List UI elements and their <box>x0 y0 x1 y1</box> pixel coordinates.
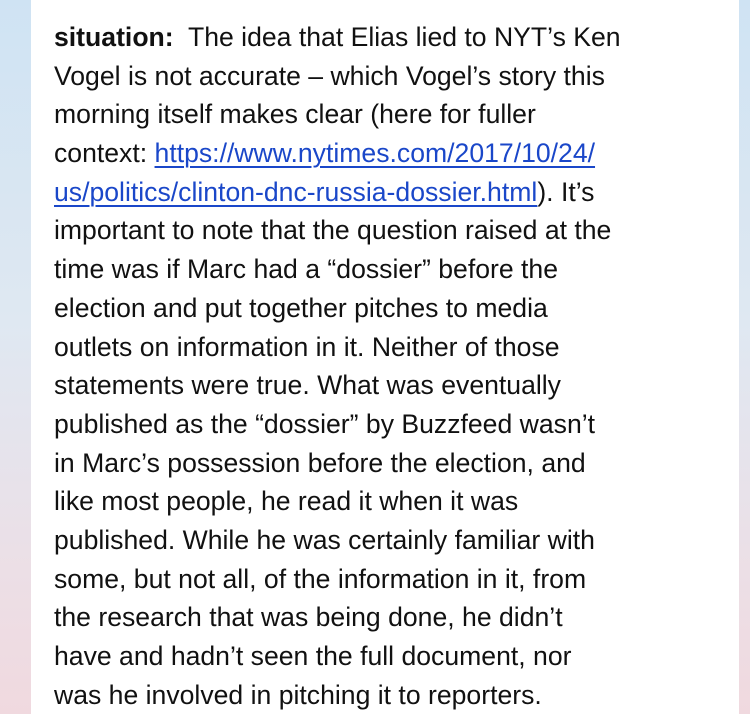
text-line-14: published. While he was certainly familiar with <box>54 524 595 555</box>
nytimes-article-link-part-2[interactable]: us/politics/clinton-dnc-russia-dossier.html <box>54 176 538 207</box>
text-line-10: statements were true. What was eventually <box>54 370 561 401</box>
document-body <box>54 0 714 714</box>
text-line-3: morning itself makes clear (here for fuller <box>54 99 536 130</box>
text-line-1: situation: The idea that Elias lied to NYT’s Ken <box>54 22 621 52</box>
text-line-8: election and put together pitches to media <box>54 292 548 323</box>
text-line-12: in Marc’s possession before the election, and <box>54 447 586 478</box>
text-line-4: context: https://www.nytimes.com/2017/10/24/ <box>54 138 596 169</box>
text-line-5: us/politics/clinton-dnc-russia-dossier.html). It’s <box>54 176 595 207</box>
text-line-7: time was if Marc had a “dossier” before the <box>54 254 559 285</box>
lead-word: situation: <box>54 22 174 52</box>
text-line-11: published as the “dossier” by Buzzfeed wasn’t <box>54 408 596 439</box>
text-line-6: important to note that the question raised at the <box>54 215 612 246</box>
text-line-18: was he involved in pitching it to reporters. <box>54 679 542 710</box>
text-line-13: like most people, he read it when it was <box>54 486 519 517</box>
text-line-17: have and hadn’t seen the full document, nor <box>54 641 572 671</box>
text-line-16: the research that was being done, he didn’t <box>54 602 563 633</box>
text-line-9: outlets on information in it. Neither of those <box>54 331 560 362</box>
nytimes-article-link-part-1[interactable]: https://www.nytimes.com/2017/10/24/ <box>154 138 596 169</box>
text-line-2: Vogel is not accurate – which Vogel’s story this <box>54 60 605 91</box>
text-line-15: some, but not all, of the information in it, from <box>54 563 587 594</box>
